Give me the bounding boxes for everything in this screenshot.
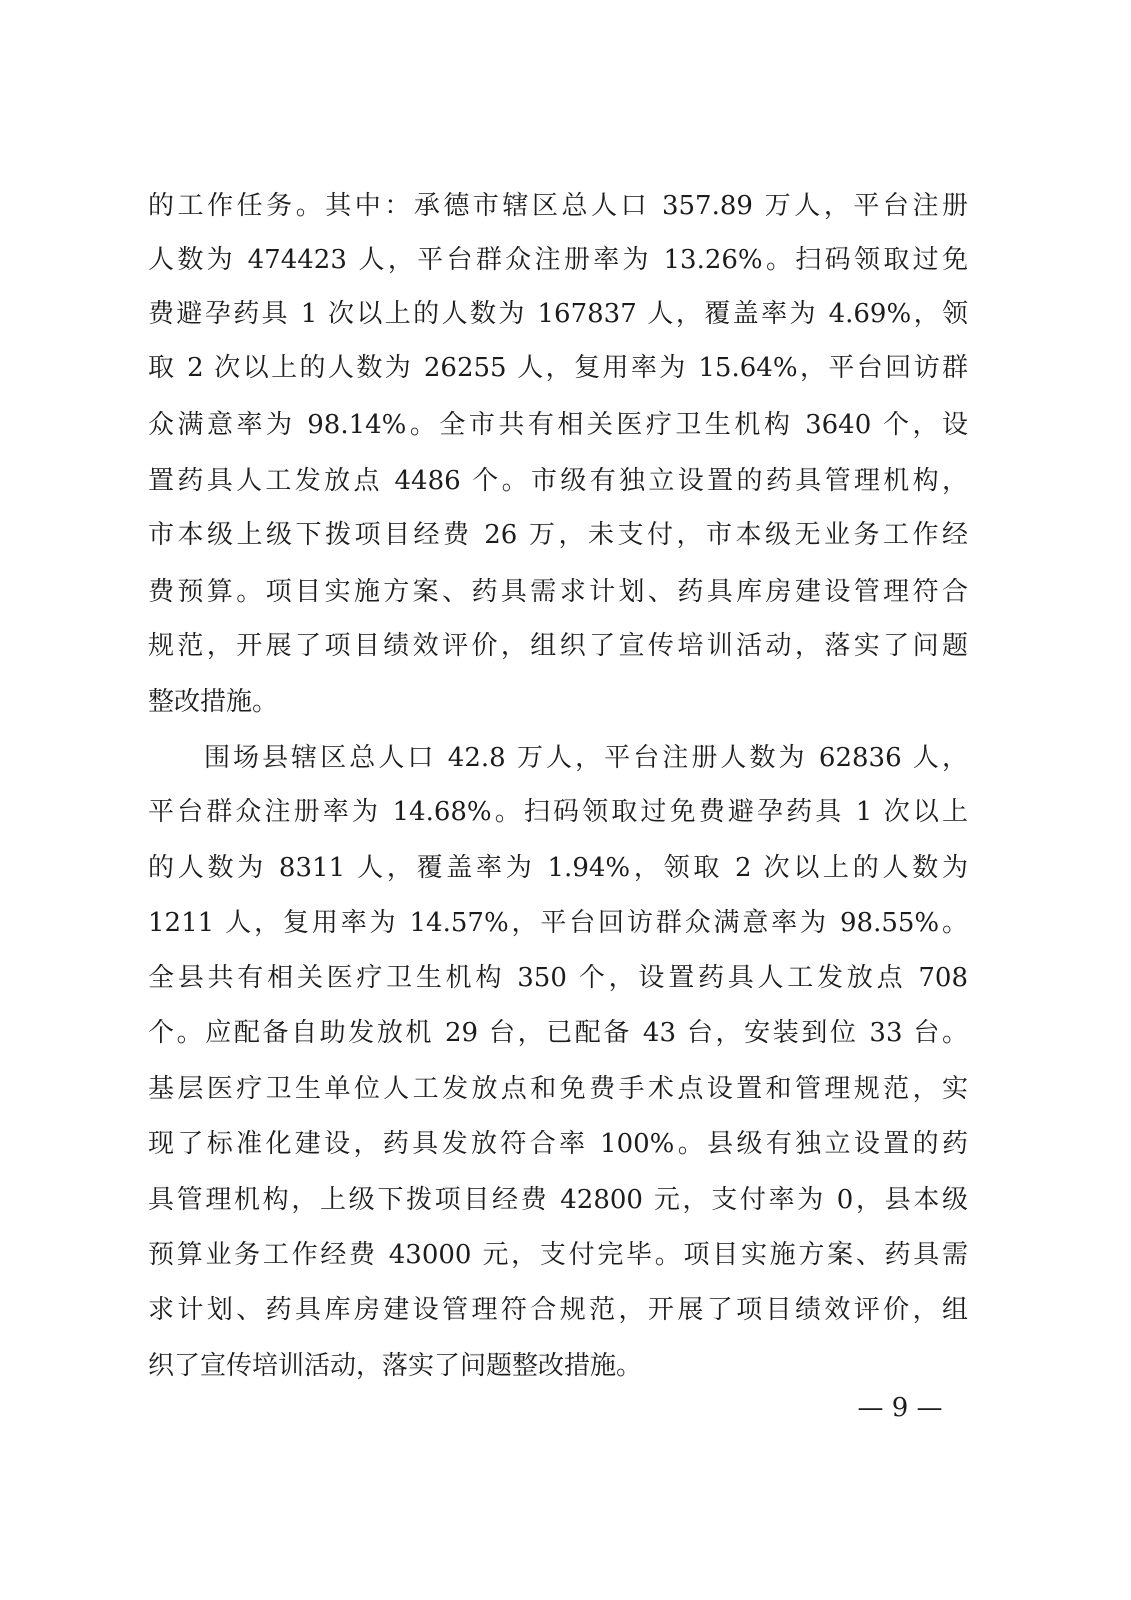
text-line: 整改措施。 <box>148 687 279 717</box>
page-number: — 9 — <box>857 1393 943 1423</box>
text-line: 围场县辖区总人口 42.8 万人，平台注册人数为 62836 人， <box>204 743 968 773</box>
text-line: 取 2 次以上的人数为 26255 人，复用率为 15.64%，平台回访群 <box>148 353 968 383</box>
text-line: 基层医疗卫生单位人工发放点和免费手术点设置和管理规范，实 <box>148 1074 968 1104</box>
text-line: 的工作任务。其中：承德市辖区总人口 357.89 万人，平台注册 <box>148 191 968 221</box>
text-line: 织了宣传培训活动，落实了问题整改措施。 <box>148 1351 643 1381</box>
text-line: 费预算。项目实施方案、药具需求计划、药具库房建设管理符合 <box>148 577 968 607</box>
text-line: 人数为 474423 人，平台群众注册率为 13.26%。扫码领取过免 <box>148 245 968 275</box>
text-line: 预算业务工作经费 43000 元，支付完毕。项目实施方案、药具需 <box>148 1240 968 1270</box>
text-line: 平台群众注册率为 14.68%。扫码领取过免费避孕药具 1 次以上 <box>148 797 968 827</box>
text-line: 个。应配备自助发放机 29 台，已配备 43 台，安装到位 33 台。 <box>148 1018 968 1048</box>
text-line: 现了标准化建设，药具发放符合率 100%。县级有独立设置的药 <box>148 1129 968 1159</box>
text-line: 费避孕药具 1 次以上的人数为 167837 人，覆盖率为 4.69%，领 <box>148 299 968 329</box>
text-line: 的人数为 8311 人，覆盖率为 1.94%，领取 2 次以上的人数为 <box>148 853 968 883</box>
text-line: 求计划、药具库房建设管理符合规范，开展了项目绩效评价，组 <box>148 1295 968 1325</box>
text-line: 众满意率为 98.14%。全市共有相关医疗卫生机构 3640 个，设 <box>148 410 968 440</box>
text-line: 1211 人，复用率为 14.57%，平台回访群众满意率为 98.55%。 <box>148 908 968 938</box>
text-line: 规范，开展了项目绩效评价，组织了宣传培训活动，落实了问题 <box>148 631 968 661</box>
text-line: 置药具人工发放点 4486 个。市级有独立设置的药具管理机构， <box>148 466 968 496</box>
text-line: 市本级上级下拨项目经费 26 万，未支付，市本级无业务工作经 <box>148 520 968 550</box>
text-line: 全县共有相关医疗卫生机构 350 个，设置药具人工发放点 708 <box>148 963 968 993</box>
text-line: 具管理机构，上级下拨项目经费 42800 元，支付率为 0，县本级 <box>148 1185 968 1215</box>
